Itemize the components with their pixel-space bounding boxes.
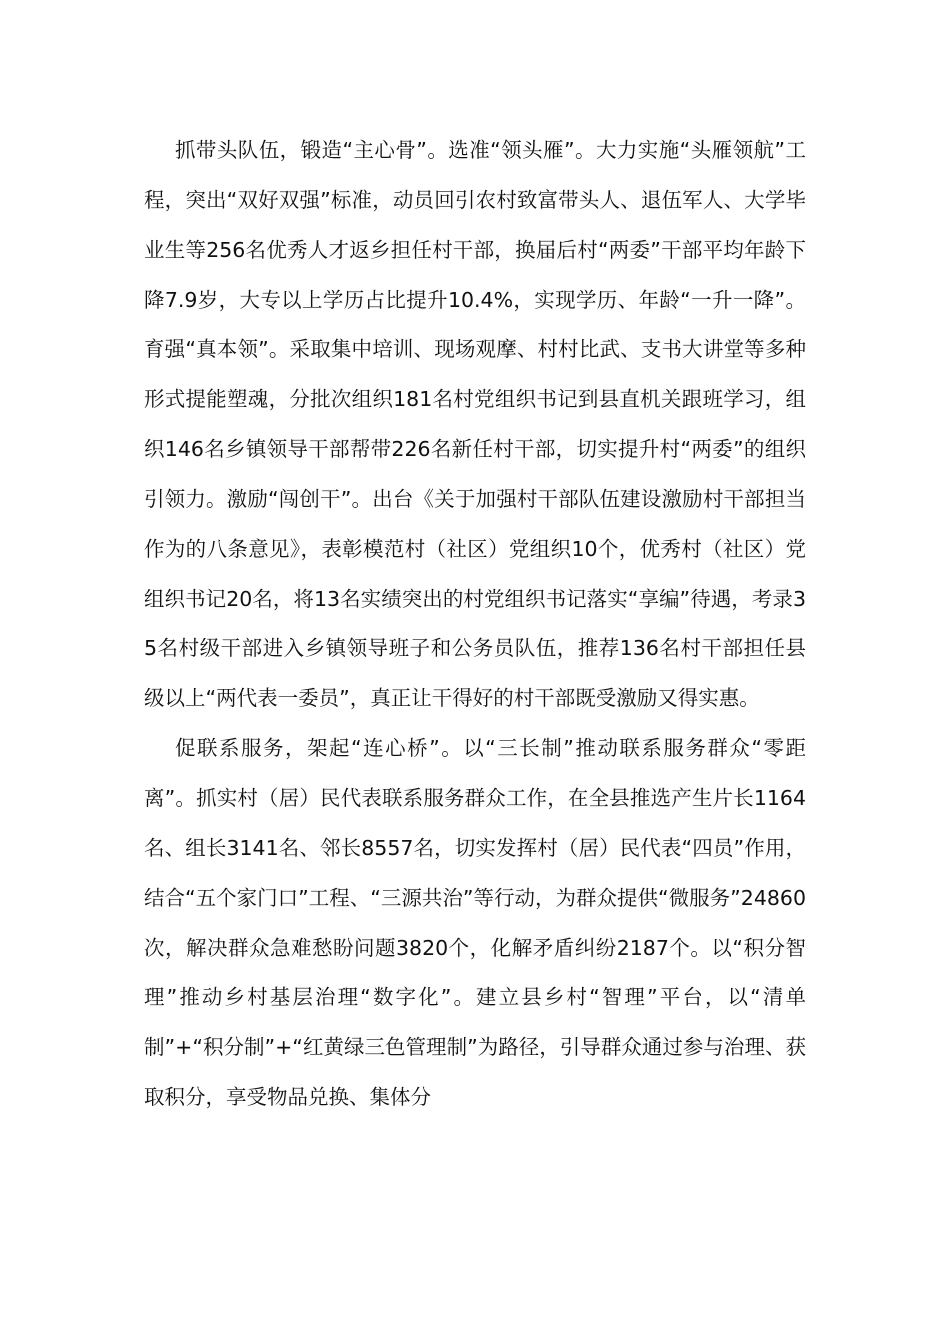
paragraph-leadership-team: 抓带头队伍，锻造“主心骨”。选准“领头雁”。大力实施“头雁领航”工程，突出“双好双强”标准，动员回引农村致富带头人、退伍军人、大学毕业生等256名优秀人才返乡担任村干部，换届后村“两委”干部平均年龄下降7.9岁，大专以上学历占比提升10.4%，实现学历、年龄“一升一降”。育强“真本领”。采取集中培训、现场观摩、村村比武、支书大讲堂等多种形式提能塑魂，分批次组织181名村党组织书记到县直机关跟班学习，组织146名乡镇领导干部帮带226名新任村干部，切实提升村“两委”的组织引领力。激励“闯创干”。出台《关于加强村干部队伍建设激励村干部担当作为的八条意见》，表彰模范村（社区）党组织10个，优秀村（社区）党组织书记20名，将13名实绩突出的村党组织书记落实“享编”待遇，考录35名村级干部进入乡镇领导班子和公务员队伍，推荐136名村干部担任县级以上“两代表一委员”，真正让干得好的村干部既受激励又得实惠。: [144, 138, 806, 711]
document-body: [144, 126, 806, 1123]
paragraph-liaison-service: 促联系服务，架起“连心桥”。以“三长制”推动联系服务群众“零距离”。抓实村（居）民代表联系服务群众工作，在全县推选产生片长1164名、组长3141名、邻长8557名，切实发挥村（居）民代表“四员”作用，结合“五个家门口”工程、“三源共治”等行动，为群众提供“微服务”24860次，解决群众急难愁盼问题3820个，化解矛盾纠纷2187个。以“积分智理”推动乡村基层治理“数字化”。建立县乡村“智理”平台，以“清单制”+“积分制”+“红黄绿三色管理制”为路径，引导群众通过参与治理、获取积分，享受物品兑换、集体分: [144, 736, 806, 1110]
